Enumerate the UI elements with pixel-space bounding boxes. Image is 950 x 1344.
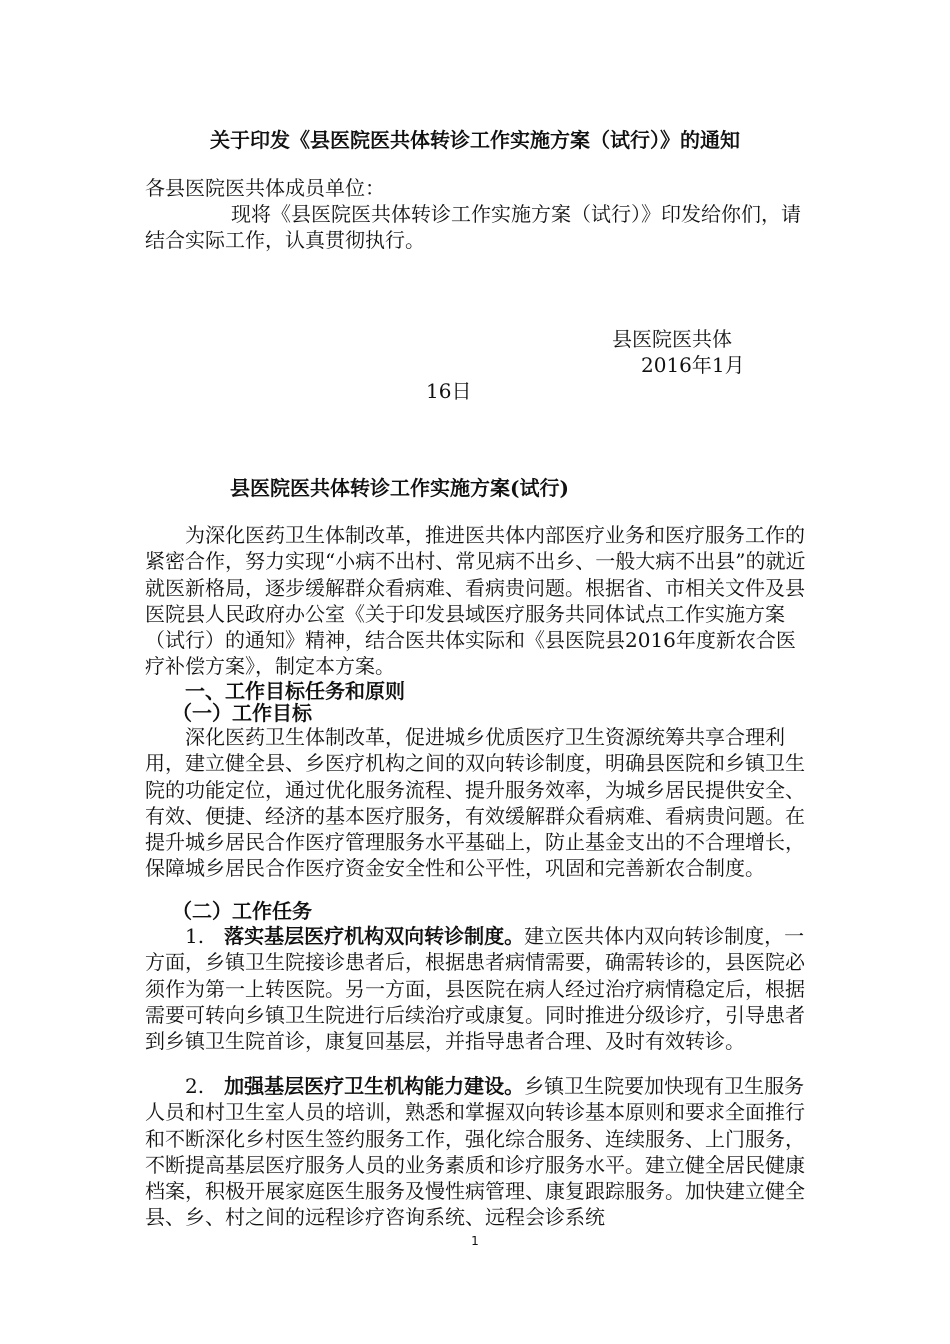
task-item-1-heading: 落实基层医疗机构双向转诊制度。 — [224, 924, 525, 948]
subsection-heading-goal: （一）工作目标 — [172, 701, 312, 725]
notice-salutation: 各县医院医共体成员单位： — [145, 176, 385, 200]
plan-intro: 为深化医药卫生体制改革，推进医共体内部医疗业务和医疗服务工作的紧密合作，努力实现“小病不出村、常见病不出乡、一般大病不出县”的就近就医新格局，逐步缓解群众看病难、看病贵问题。根据省、市相关文件及县医院县人民政府办公室《关于印发县域医疗服务共同体试点工作实施方案（试行）的通知》精神，结合医共体实际和《县医院县2016年度新农合医疗补偿方案》，制定本方案。 — [145, 523, 806, 679]
subsection-heading-tasks: （二）工作任务 — [172, 899, 312, 923]
task-item-1 — [145, 923, 815, 1054]
task-item-2 — [145, 1073, 815, 1231]
notice-date-line1: 2016年1月 — [641, 353, 745, 377]
section-heading-1: 一、工作目标任务和原则 — [185, 679, 405, 703]
notice-signature: 县医院医共体 — [612, 327, 732, 351]
notice-body: 现将《县医院医共体转诊工作实施方案（试行）》印发给你们，请结合实际工作，认真贯彻执行。 — [145, 202, 801, 253]
task-item-2-number: 2. — [185, 1074, 225, 1098]
task-item-2-text: 乡镇卫生院要加快现有卫生服务人员和村卫生室人员的培训，熟悉和掌握双向转诊基本原则和要求全面推行和不断深化乡村医生签约服务工作，强化综合服务、连续服务、上门服务，不断提高基层医疗服务人员的业务素质和诊疗服务水平。建立健全居民健康档案，积极开展家庭医生服务及慢性病管理、康复跟踪服务。加快建立健全县、乡、村之间的远程诊疗咨询系统、远程会诊系统 — [145, 1074, 805, 1230]
task-item-2-heading: 加强基层医疗卫生机构能力建设。 — [224, 1074, 525, 1098]
page-number: 1 — [471, 1234, 479, 1248]
notice-date-line2: 16日 — [426, 379, 472, 403]
plan-title: 县医院医共体转诊工作实施方案(试行) — [230, 476, 569, 500]
notice-title: 关于印发《县医院医共体转诊工作实施方案（试行）》的通知 — [210, 128, 740, 152]
goal-paragraph: 深化医药卫生体制改革，促进城乡优质医疗卫生资源统筹共享合理利用，建立健全县、乡医疗机构之间的双向转诊制度，明确县医院和乡镇卫生院的功能定位，通过优化服务流程、提升服务效率，为城乡居民提供安全、有效、便捷、经济的基本医疗服务，有效缓解群众看病难、看病贵问题。在提升城乡居民合作医疗管理服务水平基础上，防止基金支出的不合理增长，保障城乡居民合作医疗资金安全性和公平性，巩固和完善新农合制度。 — [145, 725, 805, 881]
task-item-1-number: 1. — [185, 924, 225, 948]
task-item-1-text: 建立医共体内双向转诊制度，一方面，乡镇卫生院接诊患者后，根据患者病情需要，确需转诊的，县医院必须作为第一上转医院。另一方面，县医院在病人经过治疗病情稳定后，根据需要可转向乡镇卫生院进行后续治疗或康复。同时推进分级诊疗，引导患者到乡镇卫生院首诊，康复回基层，并指导患者合理、及时有效转诊。 — [145, 924, 805, 1054]
